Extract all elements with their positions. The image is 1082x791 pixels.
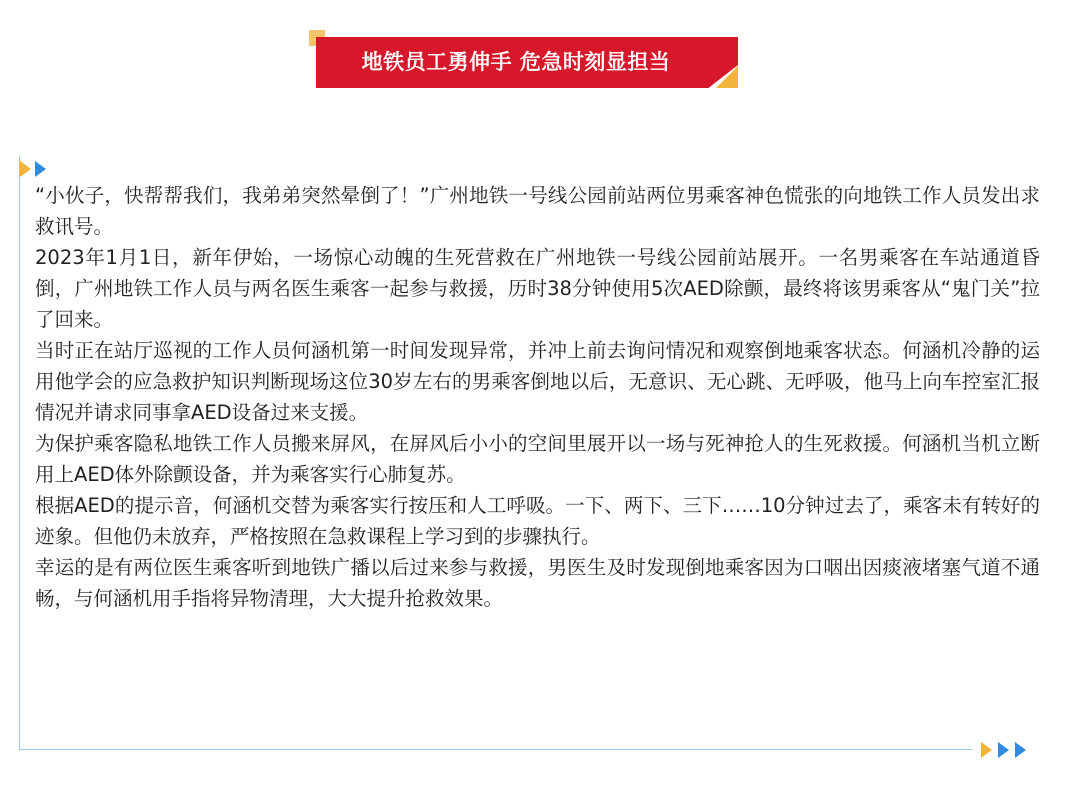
paragraph: 当时正在站厅巡视的工作人员何涵机第一时间发现异常，并冲上前去询问情况和观察倒地乘客状态。何涵机冷静的运用他学会的应急救护知识判断现场这位30岁左右的男乘客倒地以后，无意识、无心跳、无呼吸，他马上向车控室汇报情况并请求同事拿AED设备过来支援。 <box>35 339 1040 424</box>
paragraph: “小伙子，快帮帮我们，我弟弟突然晕倒了！”广州地铁一号线公园前站两位男乘客神色慌张的向地铁工作人员发出求救讯号。 <box>35 184 1040 238</box>
paragraph: 根据AED的提示音，何涵机交替为乘客实行按压和人工呼吸。一下、两下、三下……10分钟过去了，乘客未有转好的迹象。但他仍未放弃，严格按照在急救课程上学习到的步骤执行。 <box>35 494 1040 548</box>
paragraph: 2023年1月1日，新年伊始，一场惊心动魄的生死营救在广州地铁一号线公园前站展开。一名男乘客在车站通道昏倒，广州地铁工作人员与两名医生乘客一起参与救援，历时38分钟使用5次AED除颤，最终将该男乘客从“鬼门关”拉了回来。 <box>35 246 1040 331</box>
triangle-right-yellow-icon <box>20 161 31 177</box>
triangle-right-blue-icon <box>35 161 46 177</box>
triangle-right-yellow-icon <box>981 742 992 758</box>
article-body <box>35 180 1040 614</box>
paragraph: 为保护乘客隐私地铁工作人员搬来屏风，在屏风后小小的空间里展开以一场与死神抢人的生死救援。何涵机当机立断用上AED体外除颤设备，并为乘客实行心肺复苏。 <box>35 432 1040 486</box>
title-banner <box>0 0 1082 120</box>
triangle-right-blue-icon <box>998 742 1009 758</box>
paragraph: 幸运的是有两位医生乘客听到地铁广播以后过来参与救援，男医生及时发现倒地乘客因为口咽出因痰液堵塞气道不通畅，与何涵机用手指将异物清理，大大提升抢救效果。 <box>35 556 1040 610</box>
page-title: 地铁员工勇伸手 危急时刻显担当 <box>361 50 671 74</box>
banner-yellow-corner-decoration <box>716 66 738 88</box>
frame-left-line <box>19 156 20 750</box>
frame-bottom-line <box>19 749 972 750</box>
triangle-right-blue-icon <box>1015 742 1026 758</box>
